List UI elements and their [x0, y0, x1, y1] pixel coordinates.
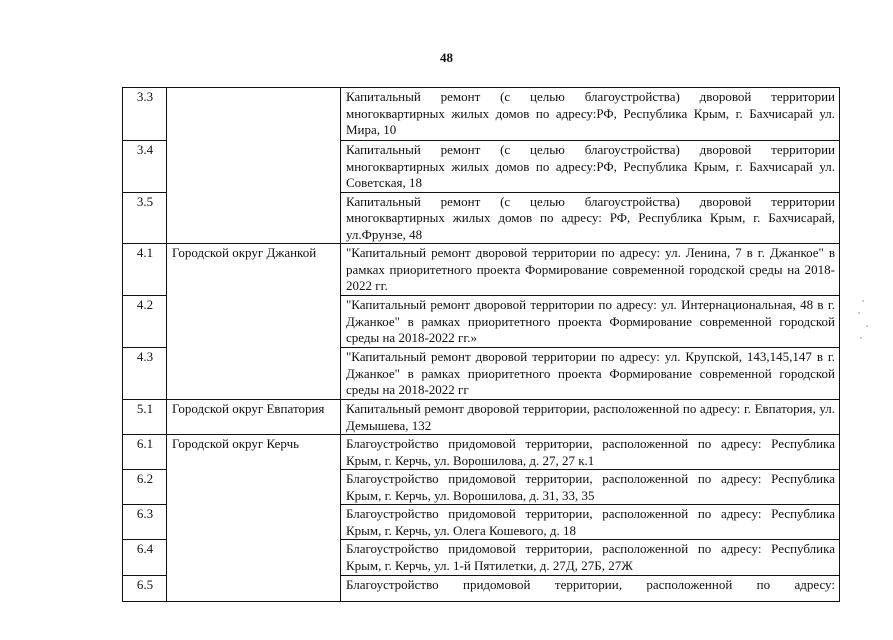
project-description: Капитальный ремонт дворовой территории, расположенной по адресу: г. Евпатория, ул. Демышева, 132: [341, 400, 840, 435]
project-description-text: Благоустройство придомовой территории, расположенной по адресу:: [346, 577, 835, 592]
table-row: [123, 88, 840, 141]
scan-speck: [858, 312, 860, 314]
project-description: Благоустройство придомовой территории, расположенной по адресу: Республика Крым, г. Керчь, ул. Ворошилова, д. 27, 27 к.1: [341, 435, 840, 470]
project-description: Капитальный ремонт (с целью благоустройства) дворовой территории многоквартирных жилых домов по адресу:РФ, Республика Крым, г. Бахчисарай ул. Советская, 18: [341, 141, 840, 193]
project-description: [341, 576, 840, 602]
project-description: Благоустройство придомовой территории, расположенной по адресу: Республика Крым, г. Керчь, ул. 1-й Пятилетки, д. 27Д, 27Б, 27Ж: [341, 540, 840, 576]
table-row: [123, 400, 840, 435]
project-description: Капитальный ремонт (с целью благоустройства) дворовой территории многоквартирных жилых домов по адресу:РФ, Республика Крым, г. Бахчисарай ул. Мира, 10: [341, 88, 840, 141]
municipality-name: Городской округ Евпатория: [172, 401, 325, 416]
row-number: 3.5: [123, 192, 167, 244]
scan-speck: [866, 325, 868, 327]
row-number: 6.2: [123, 470, 167, 505]
row-number: 6.3: [123, 505, 167, 540]
project-description: Капитальный ремонт (с целью благоустройства) дворовой территории многоквартирных жилых домов по адресу: РФ, Республика Крым, г. Бахчисарай, ул.Фрунзе, 48: [341, 192, 840, 244]
scan-speck: [862, 300, 864, 302]
row-number: 4.3: [123, 348, 167, 400]
row-number: 6.5: [123, 576, 167, 602]
row-number: 3.3: [123, 88, 167, 141]
project-description: Благоустройство придомовой территории, расположенной по адресу: Республика Крым, г. Керчь, ул. Ворошилова, д. 31, 33, 35: [341, 470, 840, 505]
project-description: Благоустройство придомовой территории, расположенной по адресу: Республика Крым, г. Керчь, ул. Олега Кошевого, д. 18: [341, 505, 840, 540]
table-row: [123, 244, 840, 296]
row-number: 6.4: [123, 540, 167, 576]
scan-speck: [860, 337, 862, 339]
page-number: 48: [440, 50, 453, 65]
row-number: 5.1: [123, 400, 167, 435]
row-number: 4.1: [123, 244, 167, 296]
row-number: 4.2: [123, 296, 167, 348]
municipality-name: Городской округ Джанкой: [172, 245, 317, 260]
municipality-cell: [167, 88, 341, 244]
municipality-cell: [167, 244, 341, 400]
project-description: "Капитальный ремонт дворовой территории по адресу: ул. Ленина, 7 в г. Джанкое" в рамках приоритетного проекта Формирование современной городской среды на 2018-2022 гг.: [341, 244, 840, 296]
row-number: 6.1: [123, 435, 167, 470]
table-row: [123, 435, 840, 470]
municipality-cell: [167, 435, 341, 602]
municipality-name: Городской округ Керчь: [172, 436, 300, 451]
row-number: 3.4: [123, 141, 167, 193]
project-description: "Капитальный ремонт дворовой территории по адресу: ул. Крупской, 143,145,147 в г. Джанкое" в рамках приоритетного проекта Формирование современной городской среды на 2018-2022 гг: [341, 348, 840, 400]
projects-table: [122, 87, 840, 602]
project-description: "Капитальный ремонт дворовой территории по адресу: ул. Интернациональная, 48 в г. Джанкое" в рамках приоритетного проекта Формирование современной городской среды на 2018-2022 гг.»: [341, 296, 840, 348]
municipality-cell: [167, 400, 341, 435]
